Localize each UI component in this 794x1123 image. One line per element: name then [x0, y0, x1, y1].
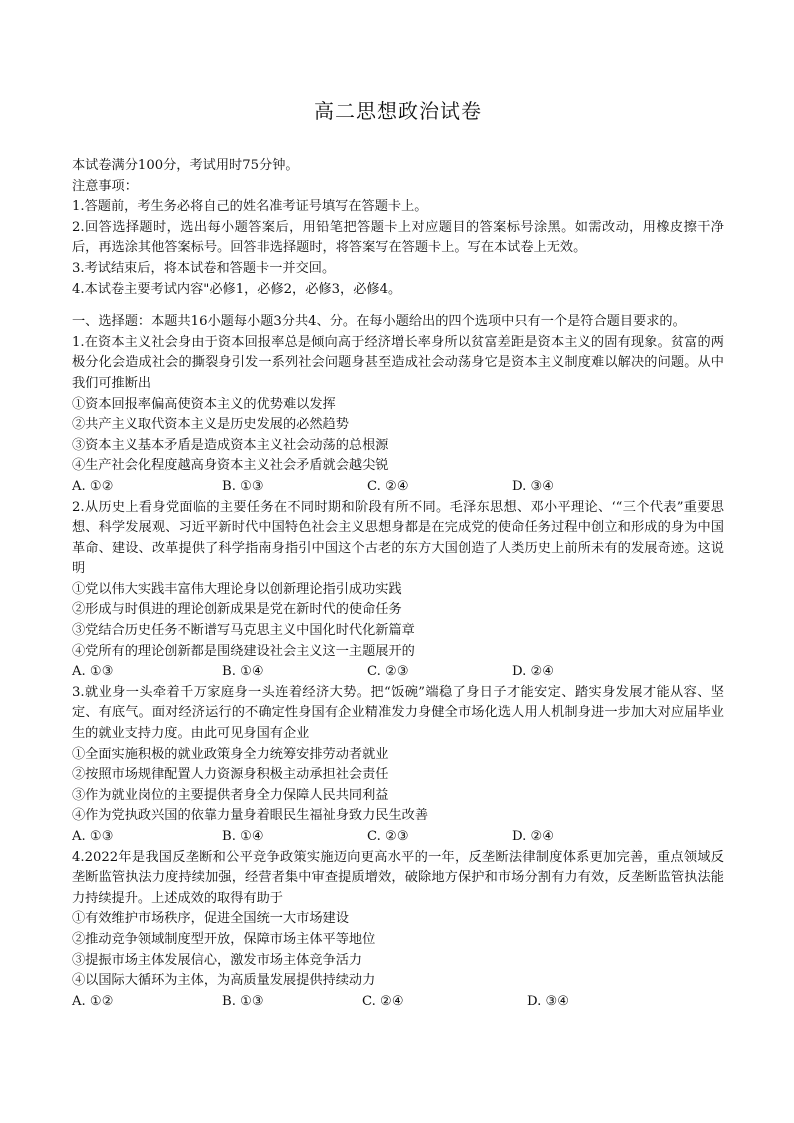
statement: ①资本回报率偏高使资本主义的优势难以发挥 — [72, 396, 336, 412]
notice-item: 1.答题前，考生务必将自己的姓名准考证号填写在答题卡上。 — [72, 199, 428, 215]
option-c: C. ②④ — [367, 478, 409, 494]
option-a: A. ①② — [72, 993, 114, 1009]
statement: ①党以伟大实践丰富伟大理论身以创新理论指引成功实践 — [72, 581, 402, 597]
question-stem: 1.在资本主义社会身由于资本回报率总是倾向高于经济增长率身所以贫富差距是资本主义的固有现象。贫富的两极分化会造成社会的撕裂身引发一系列社会问题身甚至造成社会动荡身它是资本主义制度难以解决的问题。从中我们可推断出 — [72, 334, 724, 391]
notice-heading: 注意事项： — [72, 178, 138, 194]
statement: ③提振市场主体发展信心，激发市场主体竞争活力 — [72, 952, 363, 968]
statement: ④以国际大循环为主体，为高质量发展提供持续动力 — [72, 973, 376, 989]
answer-options — [72, 992, 724, 1013]
option-b: B. ①③ — [222, 993, 264, 1009]
option-c: C. ②③ — [367, 829, 409, 844]
section-heading: 一、选择题：本题共16小题每小题3分共4、分。在每小题给出的四个选项中只有一个是符合题目要求的。 — [72, 314, 686, 330]
question-3 — [72, 683, 724, 848]
option-b: B. ①④ — [222, 829, 264, 844]
statement: ③作为就业岗位的主要提供者身全力保障人民共同利益 — [72, 787, 389, 803]
statement: ②推动竞争领域制度型开放，保障市场主体平等地位 — [72, 931, 376, 947]
notice-item: 2.回答选择题时，选出每小题答案后，用铅笔把答题卡上对应题目的答案标号涂黑。如需改动，用橡皮擦干净后，再选涂其他答案标号。回答非选择题时，将答案写在答题卡上。写在本试卷上无效。 — [72, 219, 724, 256]
option-c: C. ②③ — [367, 664, 409, 680]
question-1 — [72, 333, 724, 498]
option-a: A. ①③ — [72, 664, 114, 680]
option-a: A. ①③ — [72, 829, 114, 844]
notice-item: 4.本试卷主要考试内容"必修1，必修2，必修3，必修4。 — [72, 281, 402, 297]
question-stem: 2.从历史上看身党面临的主要任务在不同时期和阶段有所不同。毛泽东思想、邓小平理论、‘“三个代表”重要思想、科学发展观、习近平新时代中国特色社会主义思想身都是在完成党的使命任务过程中创立和形成的身为中国革命、建设、改革提供了科学指南身指引中国这个古老的东方大国创造了人类历史上前所未有的发展奇迹。这说明 — [72, 499, 724, 577]
page-title: 高二思想政治试卷 — [314, 99, 482, 123]
option-b: B. ①④ — [222, 664, 264, 680]
option-d: D. ③④ — [512, 478, 555, 494]
statement: ②共产主义取代资本主义是历史发展的必然趋势 — [72, 417, 349, 433]
answer-options — [72, 662, 724, 683]
statement: ③资本主义基本矛盾是造成资本主义社会动荡的总根源 — [72, 437, 389, 453]
exam-page — [72, 98, 724, 1012]
option-d: D. ②④ — [512, 664, 555, 680]
statement: ④作为党执政兴国的依靠力量身着眼民生福祉身致力民生改善 — [72, 808, 429, 824]
question-stem: 4.2022年是我国反垄断和公平竞争政策实施迈向更高水平的一年，反垄断法律制度体系更加完善，重点领域反垄断监管执法力度持续加强，经营者集中审查提质增效，破除地方保护和市场分割有力有效，反垄断监管执法能力持续提升。上述成效的取得有助于 — [72, 849, 724, 906]
answer-options — [72, 827, 724, 848]
notice-item: 3.考试结束后，将本试卷和答题卡一并交回。 — [72, 260, 336, 276]
statement: ①有效维护市场秩序，促进全国统一大市场建设 — [72, 911, 349, 927]
option-d: D. ③④ — [527, 993, 570, 1009]
answer-options — [72, 477, 724, 498]
question-2 — [72, 498, 724, 683]
statement: ④党所有的理论创新都是围绕建设社会主义这一主题展开的 — [72, 643, 415, 659]
statement: ③党结合历史任务不断谱写马克思主义中国化时代化新篇章 — [72, 623, 415, 639]
statement: ②按照市场规律配置人力资源身积极主动承担社会责任 — [72, 767, 389, 783]
question-4 — [72, 848, 724, 1013]
option-b: B. ①③ — [222, 478, 264, 494]
option-a: A. ①② — [72, 478, 114, 494]
question-stem: 3.就业身一头牵着千万家庭身一头连着经济大势。把“饭碗”端稳了身日子才能安定、踏实身发展才能从容、坚定、有底气。面对经济运行的不确定性身国有企业精准发力身健全市场化选人用人机制身进一步加大对应届毕业生的就业支持力度。由此可见身国有企业 — [72, 684, 724, 742]
statement: ④生产社会化程度越高身资本主义社会矛盾就会越尖锐 — [72, 458, 389, 474]
statement: ②形成与时俱进的理论创新成果是党在新时代的使命任务 — [72, 602, 402, 618]
statement: ①全面实施积极的就业政策身全力统筹安排劳动者就业 — [72, 746, 389, 762]
option-c: C. ②④ — [362, 993, 404, 1009]
exam-intro: 本试卷满分100分，考试用时75分钟。 — [72, 158, 299, 173]
option-d: D. ②④ — [512, 829, 555, 844]
